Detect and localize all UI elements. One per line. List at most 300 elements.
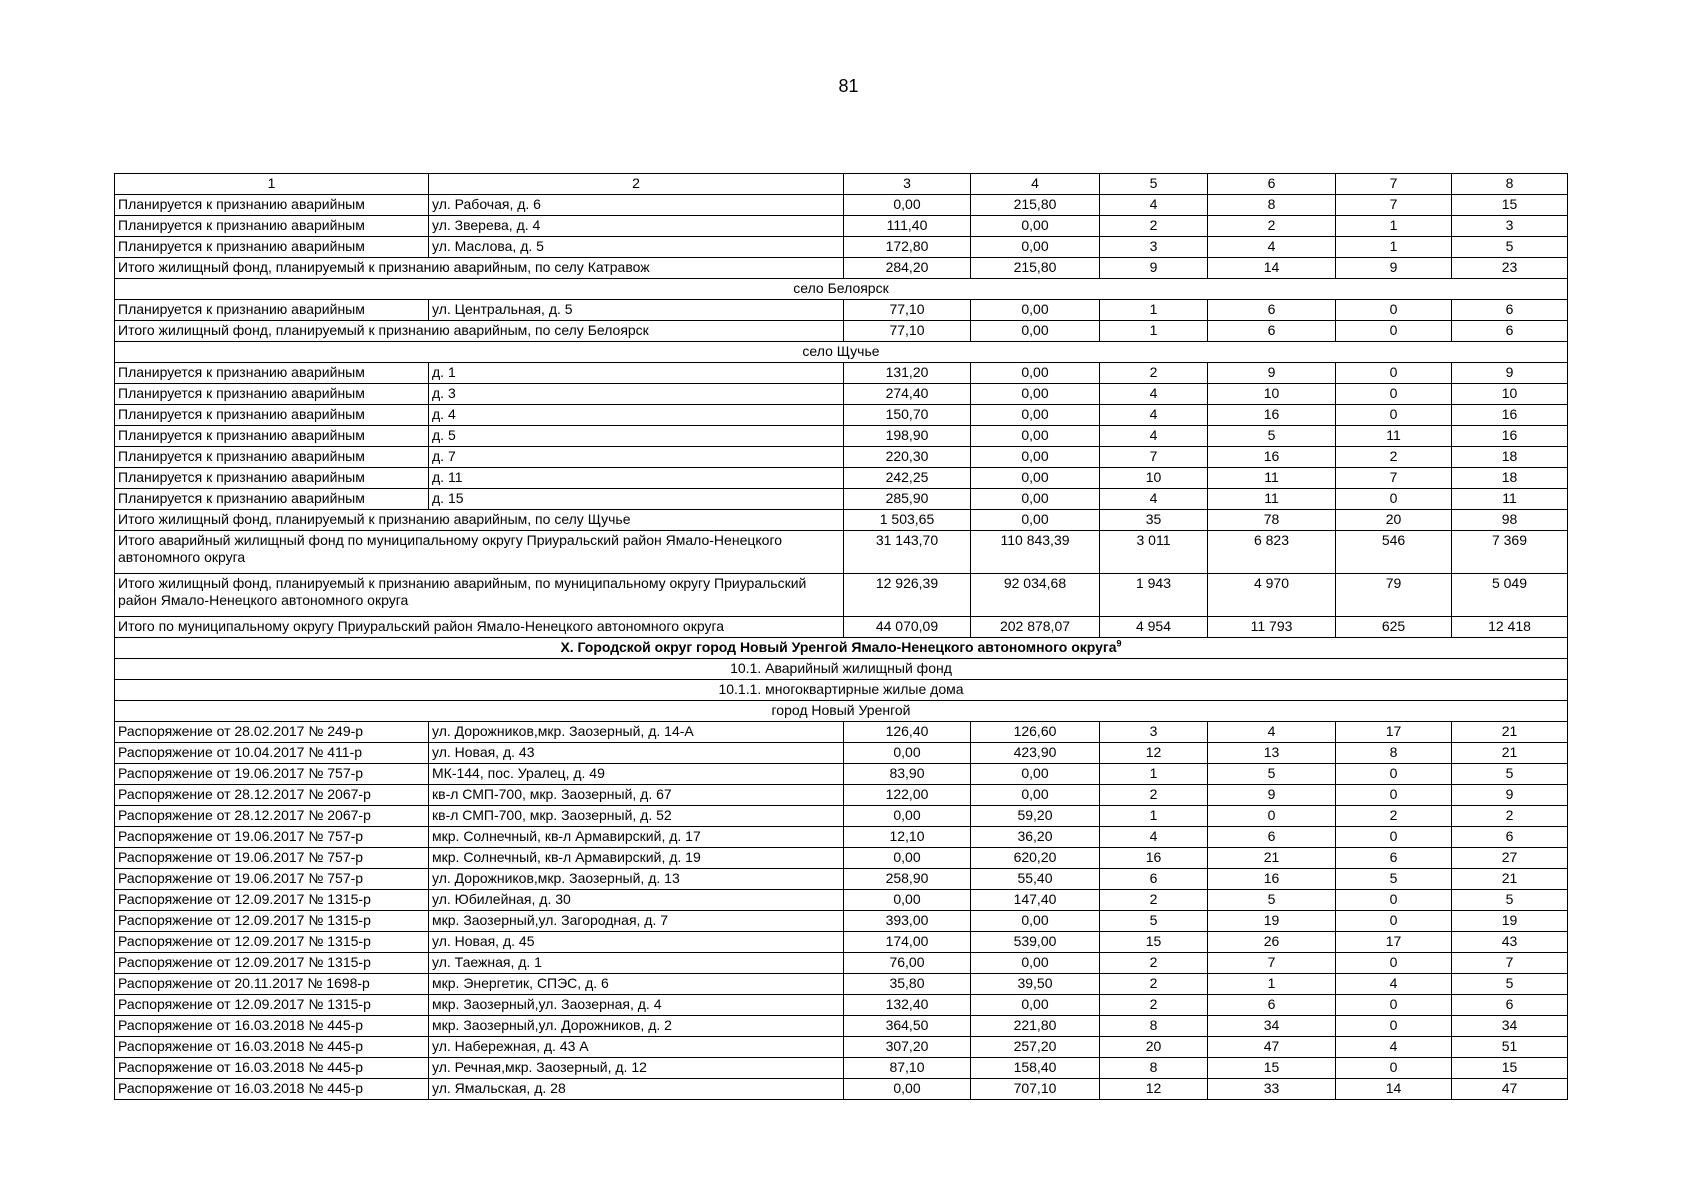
value-cell: 0,00	[971, 426, 1100, 447]
value-cell: 0	[1336, 953, 1452, 974]
value-cell: 393,00	[844, 911, 971, 932]
total-value-cell: 3 011	[1100, 531, 1208, 574]
address-cell: д. 7	[429, 447, 844, 468]
value-cell: 423,90	[971, 743, 1100, 764]
section-label: село Щучье	[115, 342, 1568, 363]
value-cell: 1	[1336, 216, 1452, 237]
table-row	[115, 974, 1568, 995]
value-cell: 19	[1452, 911, 1568, 932]
value-cell: 3	[1452, 216, 1568, 237]
section-label: село Белоярск	[115, 279, 1568, 300]
value-cell: 0	[1208, 806, 1336, 827]
value-cell: 8	[1208, 195, 1336, 216]
value-cell: 11	[1208, 468, 1336, 489]
value-cell: 0,00	[971, 405, 1100, 426]
table-row	[115, 785, 1568, 806]
section-row	[115, 701, 1568, 722]
total-value-cell: 0,00	[971, 510, 1100, 531]
value-cell: 3	[1100, 237, 1208, 258]
table-row	[115, 1058, 1568, 1079]
value-cell: 242,25	[844, 468, 971, 489]
address-cell: ул. Центральная, д. 5	[429, 300, 844, 321]
value-cell: 10	[1208, 384, 1336, 405]
value-cell: 111,40	[844, 216, 971, 237]
value-cell: 2	[1208, 216, 1336, 237]
value-cell: 4	[1208, 237, 1336, 258]
value-cell: 21	[1208, 848, 1336, 869]
value-cell: 150,70	[844, 405, 971, 426]
section-row	[115, 279, 1568, 300]
value-cell: 1	[1100, 300, 1208, 321]
value-cell: 8	[1100, 1016, 1208, 1037]
value-cell: 36,20	[971, 827, 1100, 848]
basis-cell: Распоряжение от 28.02.2017 № 249-р	[115, 722, 429, 743]
table-row	[115, 195, 1568, 216]
value-cell: 0	[1336, 1016, 1452, 1037]
value-cell: 6	[1208, 827, 1336, 848]
total-value-cell: 7 369	[1452, 531, 1568, 574]
table-row	[115, 1079, 1568, 1100]
basis-cell: Планируется к признанию аварийным	[115, 195, 429, 216]
value-cell: 2	[1100, 363, 1208, 384]
total-row	[115, 510, 1568, 531]
basis-cell: Распоряжение от 16.03.2018 № 445-р	[115, 1058, 429, 1079]
section-label: 10.1. Аварийный жилищный фонд	[115, 659, 1568, 680]
table-row	[115, 827, 1568, 848]
total-row	[115, 531, 1568, 574]
value-cell: 0,00	[971, 300, 1100, 321]
value-cell: 2	[1100, 953, 1208, 974]
total-value-cell: 6	[1452, 321, 1568, 342]
total-value-cell: 11 793	[1208, 617, 1336, 638]
total-label: Итого аварийный жилищный фонд по муниципальному округу Приуральский район Ямало-Ненецкого автономного округа	[115, 531, 844, 574]
value-cell: 0	[1336, 827, 1452, 848]
address-cell: кв-л СМП-700, мкр. Заозерный, д. 52	[429, 806, 844, 827]
value-cell: 0,00	[971, 216, 1100, 237]
value-cell: 7	[1336, 468, 1452, 489]
address-cell: мкр. Энергетик, СПЭС, д. 6	[429, 974, 844, 995]
value-cell: 126,40	[844, 722, 971, 743]
value-cell: 5	[1208, 890, 1336, 911]
total-value-cell: 5 049	[1452, 574, 1568, 617]
address-cell: мкр. Заозерный,ул. Заозерная, д. 4	[429, 995, 844, 1016]
value-cell: 4	[1100, 405, 1208, 426]
column-header: 5	[1100, 174, 1208, 195]
value-cell: 0,00	[971, 489, 1100, 510]
value-cell: 21	[1452, 722, 1568, 743]
value-cell: 0	[1336, 890, 1452, 911]
value-cell: 215,80	[971, 195, 1100, 216]
address-cell: ул. Юбилейная, д. 30	[429, 890, 844, 911]
value-cell: 1	[1208, 974, 1336, 995]
value-cell: 7	[1100, 447, 1208, 468]
housing-fund-table	[114, 173, 1568, 1100]
total-value-cell: 9	[1336, 258, 1452, 279]
table-row	[115, 932, 1568, 953]
address-cell: ул. Дорожников,мкр. Заозерный, д. 13	[429, 869, 844, 890]
column-header: 2	[429, 174, 844, 195]
value-cell: 10	[1452, 384, 1568, 405]
value-cell: 126,60	[971, 722, 1100, 743]
value-cell: 6	[1452, 995, 1568, 1016]
table-body	[115, 195, 1568, 1100]
address-cell: д. 3	[429, 384, 844, 405]
address-cell: д. 11	[429, 468, 844, 489]
value-cell: 0,00	[971, 911, 1100, 932]
total-value-cell: 202 878,07	[971, 617, 1100, 638]
value-cell: 2	[1100, 785, 1208, 806]
value-cell: 0	[1336, 785, 1452, 806]
value-cell: 11	[1208, 489, 1336, 510]
value-cell: 27	[1452, 848, 1568, 869]
address-cell: ул. Маслова, д. 5	[429, 237, 844, 258]
basis-cell: Распоряжение от 19.06.2017 № 757-р	[115, 848, 429, 869]
value-cell: 77,10	[844, 300, 971, 321]
value-cell: 0,00	[971, 953, 1100, 974]
value-cell: 7	[1452, 953, 1568, 974]
value-cell: 8	[1100, 1058, 1208, 1079]
table-row	[115, 447, 1568, 468]
value-cell: 26	[1208, 932, 1336, 953]
address-cell: ул. Речная,мкр. Заозерный, д. 12	[429, 1058, 844, 1079]
address-cell: мкр. Солнечный, кв-л Армавирский, д. 17	[429, 827, 844, 848]
value-cell: 0,00	[971, 447, 1100, 468]
total-value-cell: 12 926,39	[844, 574, 971, 617]
section-row	[115, 659, 1568, 680]
value-cell: 12	[1100, 1079, 1208, 1100]
value-cell: 4	[1336, 1037, 1452, 1058]
value-cell: 5	[1100, 911, 1208, 932]
value-cell: 12	[1100, 743, 1208, 764]
page-number: 81	[838, 76, 859, 96]
value-cell: 1	[1336, 237, 1452, 258]
value-cell: 47	[1452, 1079, 1568, 1100]
value-cell: 274,40	[844, 384, 971, 405]
value-cell: 5	[1452, 237, 1568, 258]
value-cell: 0	[1336, 911, 1452, 932]
value-cell: 4	[1208, 722, 1336, 743]
total-value-cell: 4 954	[1100, 617, 1208, 638]
heading-cell	[115, 638, 1568, 659]
value-cell: 11	[1336, 426, 1452, 447]
value-cell: 285,90	[844, 489, 971, 510]
value-cell: 14	[1336, 1079, 1452, 1100]
value-cell: 4	[1100, 384, 1208, 405]
heading-label: X. Городской округ город Новый Уренгой Ямало-Ненецкого автономного округа	[560, 639, 1117, 655]
table-row	[115, 363, 1568, 384]
column-header: 7	[1336, 174, 1452, 195]
value-cell: 0,00	[844, 1079, 971, 1100]
address-cell: д. 1	[429, 363, 844, 384]
basis-cell: Распоряжение от 20.11.2017 № 1698-р	[115, 974, 429, 995]
column-header: 8	[1452, 174, 1568, 195]
value-cell: 307,20	[844, 1037, 971, 1058]
total-label: Итого жилищный фонд, планируемый к признанию аварийным, по селу Белоярск	[115, 321, 844, 342]
address-cell: мкр. Заозерный,ул. Загородная, д. 7	[429, 911, 844, 932]
value-cell: 9	[1208, 363, 1336, 384]
address-cell: мкр. Солнечный, кв-л Армавирский, д. 19	[429, 848, 844, 869]
basis-cell: Распоряжение от 19.06.2017 № 757-р	[115, 764, 429, 785]
value-cell: 87,10	[844, 1058, 971, 1079]
value-cell: 43	[1452, 932, 1568, 953]
value-cell: 16	[1452, 405, 1568, 426]
basis-cell: Распоряжение от 10.04.2017 № 411-р	[115, 743, 429, 764]
value-cell: 7	[1336, 195, 1452, 216]
table-row	[115, 995, 1568, 1016]
section-row	[115, 342, 1568, 363]
value-cell: 198,90	[844, 426, 971, 447]
table-row	[115, 722, 1568, 743]
value-cell: 131,20	[844, 363, 971, 384]
total-value-cell: 14	[1208, 258, 1336, 279]
address-cell: д. 4	[429, 405, 844, 426]
value-cell: 0,00	[971, 384, 1100, 405]
value-cell: 15	[1452, 195, 1568, 216]
value-cell: 6	[1208, 995, 1336, 1016]
total-value-cell: 4 970	[1208, 574, 1336, 617]
value-cell: 59,20	[971, 806, 1100, 827]
table-row	[115, 300, 1568, 321]
total-value-cell: 79	[1336, 574, 1452, 617]
value-cell: 51	[1452, 1037, 1568, 1058]
table-row	[115, 405, 1568, 426]
total-value-cell: 1	[1100, 321, 1208, 342]
value-cell: 0	[1336, 995, 1452, 1016]
value-cell: 0,00	[844, 195, 971, 216]
address-cell: ул. Дорожников,мкр. Заозерный, д. 14-А	[429, 722, 844, 743]
table-row	[115, 911, 1568, 932]
address-cell: ул. Новая, д. 43	[429, 743, 844, 764]
value-cell: 220,30	[844, 447, 971, 468]
table-row	[115, 890, 1568, 911]
value-cell: 11	[1452, 489, 1568, 510]
value-cell: 47	[1208, 1037, 1336, 1058]
value-cell: 39,50	[971, 974, 1100, 995]
section-label: город Новый Уренгой	[115, 701, 1568, 722]
table-row	[115, 384, 1568, 405]
table-row	[115, 489, 1568, 510]
value-cell: 3	[1100, 722, 1208, 743]
value-cell: 21	[1452, 743, 1568, 764]
table-row	[115, 426, 1568, 447]
value-cell: 5	[1452, 764, 1568, 785]
value-cell: 4	[1100, 426, 1208, 447]
total-value-cell: 78	[1208, 510, 1336, 531]
value-cell: 9	[1452, 785, 1568, 806]
value-cell: 2	[1100, 995, 1208, 1016]
value-cell: 6	[1100, 869, 1208, 890]
address-cell: д. 5	[429, 426, 844, 447]
address-cell: МК-144, пос. Уралец, д. 49	[429, 764, 844, 785]
value-cell: 0	[1336, 489, 1452, 510]
address-cell: мкр. Заозерный,ул. Дорожников, д. 2	[429, 1016, 844, 1037]
table-row	[115, 869, 1568, 890]
value-cell: 16	[1208, 447, 1336, 468]
value-cell: 4	[1100, 195, 1208, 216]
total-value-cell: 23	[1452, 258, 1568, 279]
total-label: Итого жилищный фонд, планируемый к признанию аварийным, по селу Щучье	[115, 510, 844, 531]
value-cell: 17	[1336, 932, 1452, 953]
basis-cell: Распоряжение от 28.12.2017 № 2067-р	[115, 806, 429, 827]
total-value-cell: 98	[1452, 510, 1568, 531]
basis-cell: Распоряжение от 19.06.2017 № 757-р	[115, 827, 429, 848]
value-cell: 10	[1100, 468, 1208, 489]
total-value-cell: 0,00	[971, 321, 1100, 342]
total-value-cell: 92 034,68	[971, 574, 1100, 617]
value-cell: 4	[1100, 489, 1208, 510]
value-cell: 19	[1208, 911, 1336, 932]
address-cell: ул. Набережная, д. 43 А	[429, 1037, 844, 1058]
value-cell: 6	[1336, 848, 1452, 869]
value-cell: 364,50	[844, 1016, 971, 1037]
table-row	[115, 1016, 1568, 1037]
table-row	[115, 806, 1568, 827]
value-cell: 2	[1336, 806, 1452, 827]
table-row	[115, 216, 1568, 237]
value-cell: 12,10	[844, 827, 971, 848]
basis-cell: Распоряжение от 12.09.2017 № 1315-р	[115, 911, 429, 932]
total-value-cell: 1 503,65	[844, 510, 971, 531]
total-row	[115, 258, 1568, 279]
value-cell: 83,90	[844, 764, 971, 785]
table-row	[115, 468, 1568, 489]
value-cell: 0,00	[844, 890, 971, 911]
basis-cell: Планируется к признанию аварийным	[115, 405, 429, 426]
value-cell: 258,90	[844, 869, 971, 890]
value-cell: 6	[1452, 827, 1568, 848]
address-cell: ул. Ямальская, д. 28	[429, 1079, 844, 1100]
value-cell: 6	[1208, 300, 1336, 321]
basis-cell: Распоряжение от 12.09.2017 № 1315-р	[115, 932, 429, 953]
value-cell: 9	[1208, 785, 1336, 806]
value-cell: 6	[1452, 300, 1568, 321]
total-value-cell: 12 418	[1452, 617, 1568, 638]
value-cell: 15	[1208, 1058, 1336, 1079]
value-cell: 13	[1208, 743, 1336, 764]
value-cell: 5	[1452, 890, 1568, 911]
value-cell: 21	[1452, 869, 1568, 890]
value-cell: 2	[1100, 890, 1208, 911]
value-cell: 0	[1336, 405, 1452, 426]
value-cell: 18	[1452, 468, 1568, 489]
value-cell: 0	[1336, 300, 1452, 321]
basis-cell: Планируется к признанию аварийным	[115, 426, 429, 447]
value-cell: 122,00	[844, 785, 971, 806]
value-cell: 5	[1452, 974, 1568, 995]
total-value-cell: 215,80	[971, 258, 1100, 279]
value-cell: 20	[1100, 1037, 1208, 1058]
value-cell: 5	[1208, 764, 1336, 785]
table-row	[115, 237, 1568, 258]
value-cell: 0	[1336, 764, 1452, 785]
total-label: Итого по муниципальному округу Приуральский район Ямало-Ненецкого автономного округа	[115, 617, 844, 638]
basis-cell: Планируется к признанию аварийным	[115, 384, 429, 405]
value-cell: 707,10	[971, 1079, 1100, 1100]
value-cell: 132,40	[844, 995, 971, 1016]
value-cell: 539,00	[971, 932, 1100, 953]
address-cell: кв-л СМП-700, мкр. Заозерный, д. 67	[429, 785, 844, 806]
section-row	[115, 680, 1568, 701]
total-row	[115, 574, 1568, 617]
total-label: Итого жилищный фонд, планируемый к признанию аварийным, по муниципальному округу Приуральский район Ямало-Ненецкого автономного округа	[115, 574, 844, 617]
value-cell: 35,80	[844, 974, 971, 995]
address-cell: ул. Зверева, д. 4	[429, 216, 844, 237]
total-value-cell: 20	[1336, 510, 1452, 531]
basis-cell: Планируется к признанию аварийным	[115, 468, 429, 489]
value-cell: 15	[1452, 1058, 1568, 1079]
value-cell: 0,00	[971, 237, 1100, 258]
basis-cell: Распоряжение от 12.09.2017 № 1315-р	[115, 995, 429, 1016]
value-cell: 8	[1336, 743, 1452, 764]
total-value-cell: 35	[1100, 510, 1208, 531]
value-cell: 0,00	[844, 743, 971, 764]
section-label: 10.1.1. многоквартирные жилые дома	[115, 680, 1568, 701]
basis-cell: Распоряжение от 16.03.2018 № 445-р	[115, 1016, 429, 1037]
value-cell: 16	[1208, 869, 1336, 890]
value-cell: 1	[1100, 806, 1208, 827]
basis-cell: Планируется к признанию аварийным	[115, 363, 429, 384]
value-cell: 4	[1336, 974, 1452, 995]
address-cell: ул. Таежная, д. 1	[429, 953, 844, 974]
value-cell: 620,20	[971, 848, 1100, 869]
value-cell: 5	[1208, 426, 1336, 447]
value-cell: 17	[1336, 722, 1452, 743]
basis-cell: Планируется к признанию аварийным	[115, 216, 429, 237]
address-cell: д. 15	[429, 489, 844, 510]
address-cell: ул. Рабочая, д. 6	[429, 195, 844, 216]
basis-cell: Распоряжение от 28.12.2017 № 2067-р	[115, 785, 429, 806]
value-cell: 15	[1100, 932, 1208, 953]
value-cell: 33	[1208, 1079, 1336, 1100]
column-header: 3	[844, 174, 971, 195]
value-cell: 34	[1452, 1016, 1568, 1037]
value-cell: 0,00	[971, 995, 1100, 1016]
value-cell: 0,00	[844, 848, 971, 869]
total-label: Итого жилищный фонд, планируемый к признанию аварийным, по селу Катравож	[115, 258, 844, 279]
total-value-cell: 6 823	[1208, 531, 1336, 574]
table-row	[115, 848, 1568, 869]
total-value-cell: 44 070,09	[844, 617, 971, 638]
value-cell: 7	[1208, 953, 1336, 974]
total-value-cell: 110 843,39	[971, 531, 1100, 574]
total-value-cell: 0	[1336, 321, 1452, 342]
total-value-cell: 9	[1100, 258, 1208, 279]
basis-cell: Планируется к признанию аварийным	[115, 237, 429, 258]
value-cell: 0,00	[971, 363, 1100, 384]
basis-cell: Планируется к признанию аварийным	[115, 447, 429, 468]
value-cell: 9	[1452, 363, 1568, 384]
value-cell: 34	[1208, 1016, 1336, 1037]
total-value-cell: 1 943	[1100, 574, 1208, 617]
value-cell: 158,40	[971, 1058, 1100, 1079]
value-cell: 257,20	[971, 1037, 1100, 1058]
basis-cell: Распоряжение от 16.03.2018 № 445-р	[115, 1037, 429, 1058]
value-cell: 2	[1336, 447, 1452, 468]
value-cell: 0	[1336, 1058, 1452, 1079]
table-row	[115, 764, 1568, 785]
total-value-cell: 625	[1336, 617, 1452, 638]
total-value-cell: 284,20	[844, 258, 971, 279]
column-header: 6	[1208, 174, 1336, 195]
table-row	[115, 1037, 1568, 1058]
value-cell: 174,00	[844, 932, 971, 953]
column-header: 1	[115, 174, 429, 195]
table-row	[115, 743, 1568, 764]
value-cell: 1	[1100, 764, 1208, 785]
basis-cell: Распоряжение от 12.09.2017 № 1315-р	[115, 890, 429, 911]
value-cell: 0,00	[844, 806, 971, 827]
value-cell: 5	[1336, 869, 1452, 890]
